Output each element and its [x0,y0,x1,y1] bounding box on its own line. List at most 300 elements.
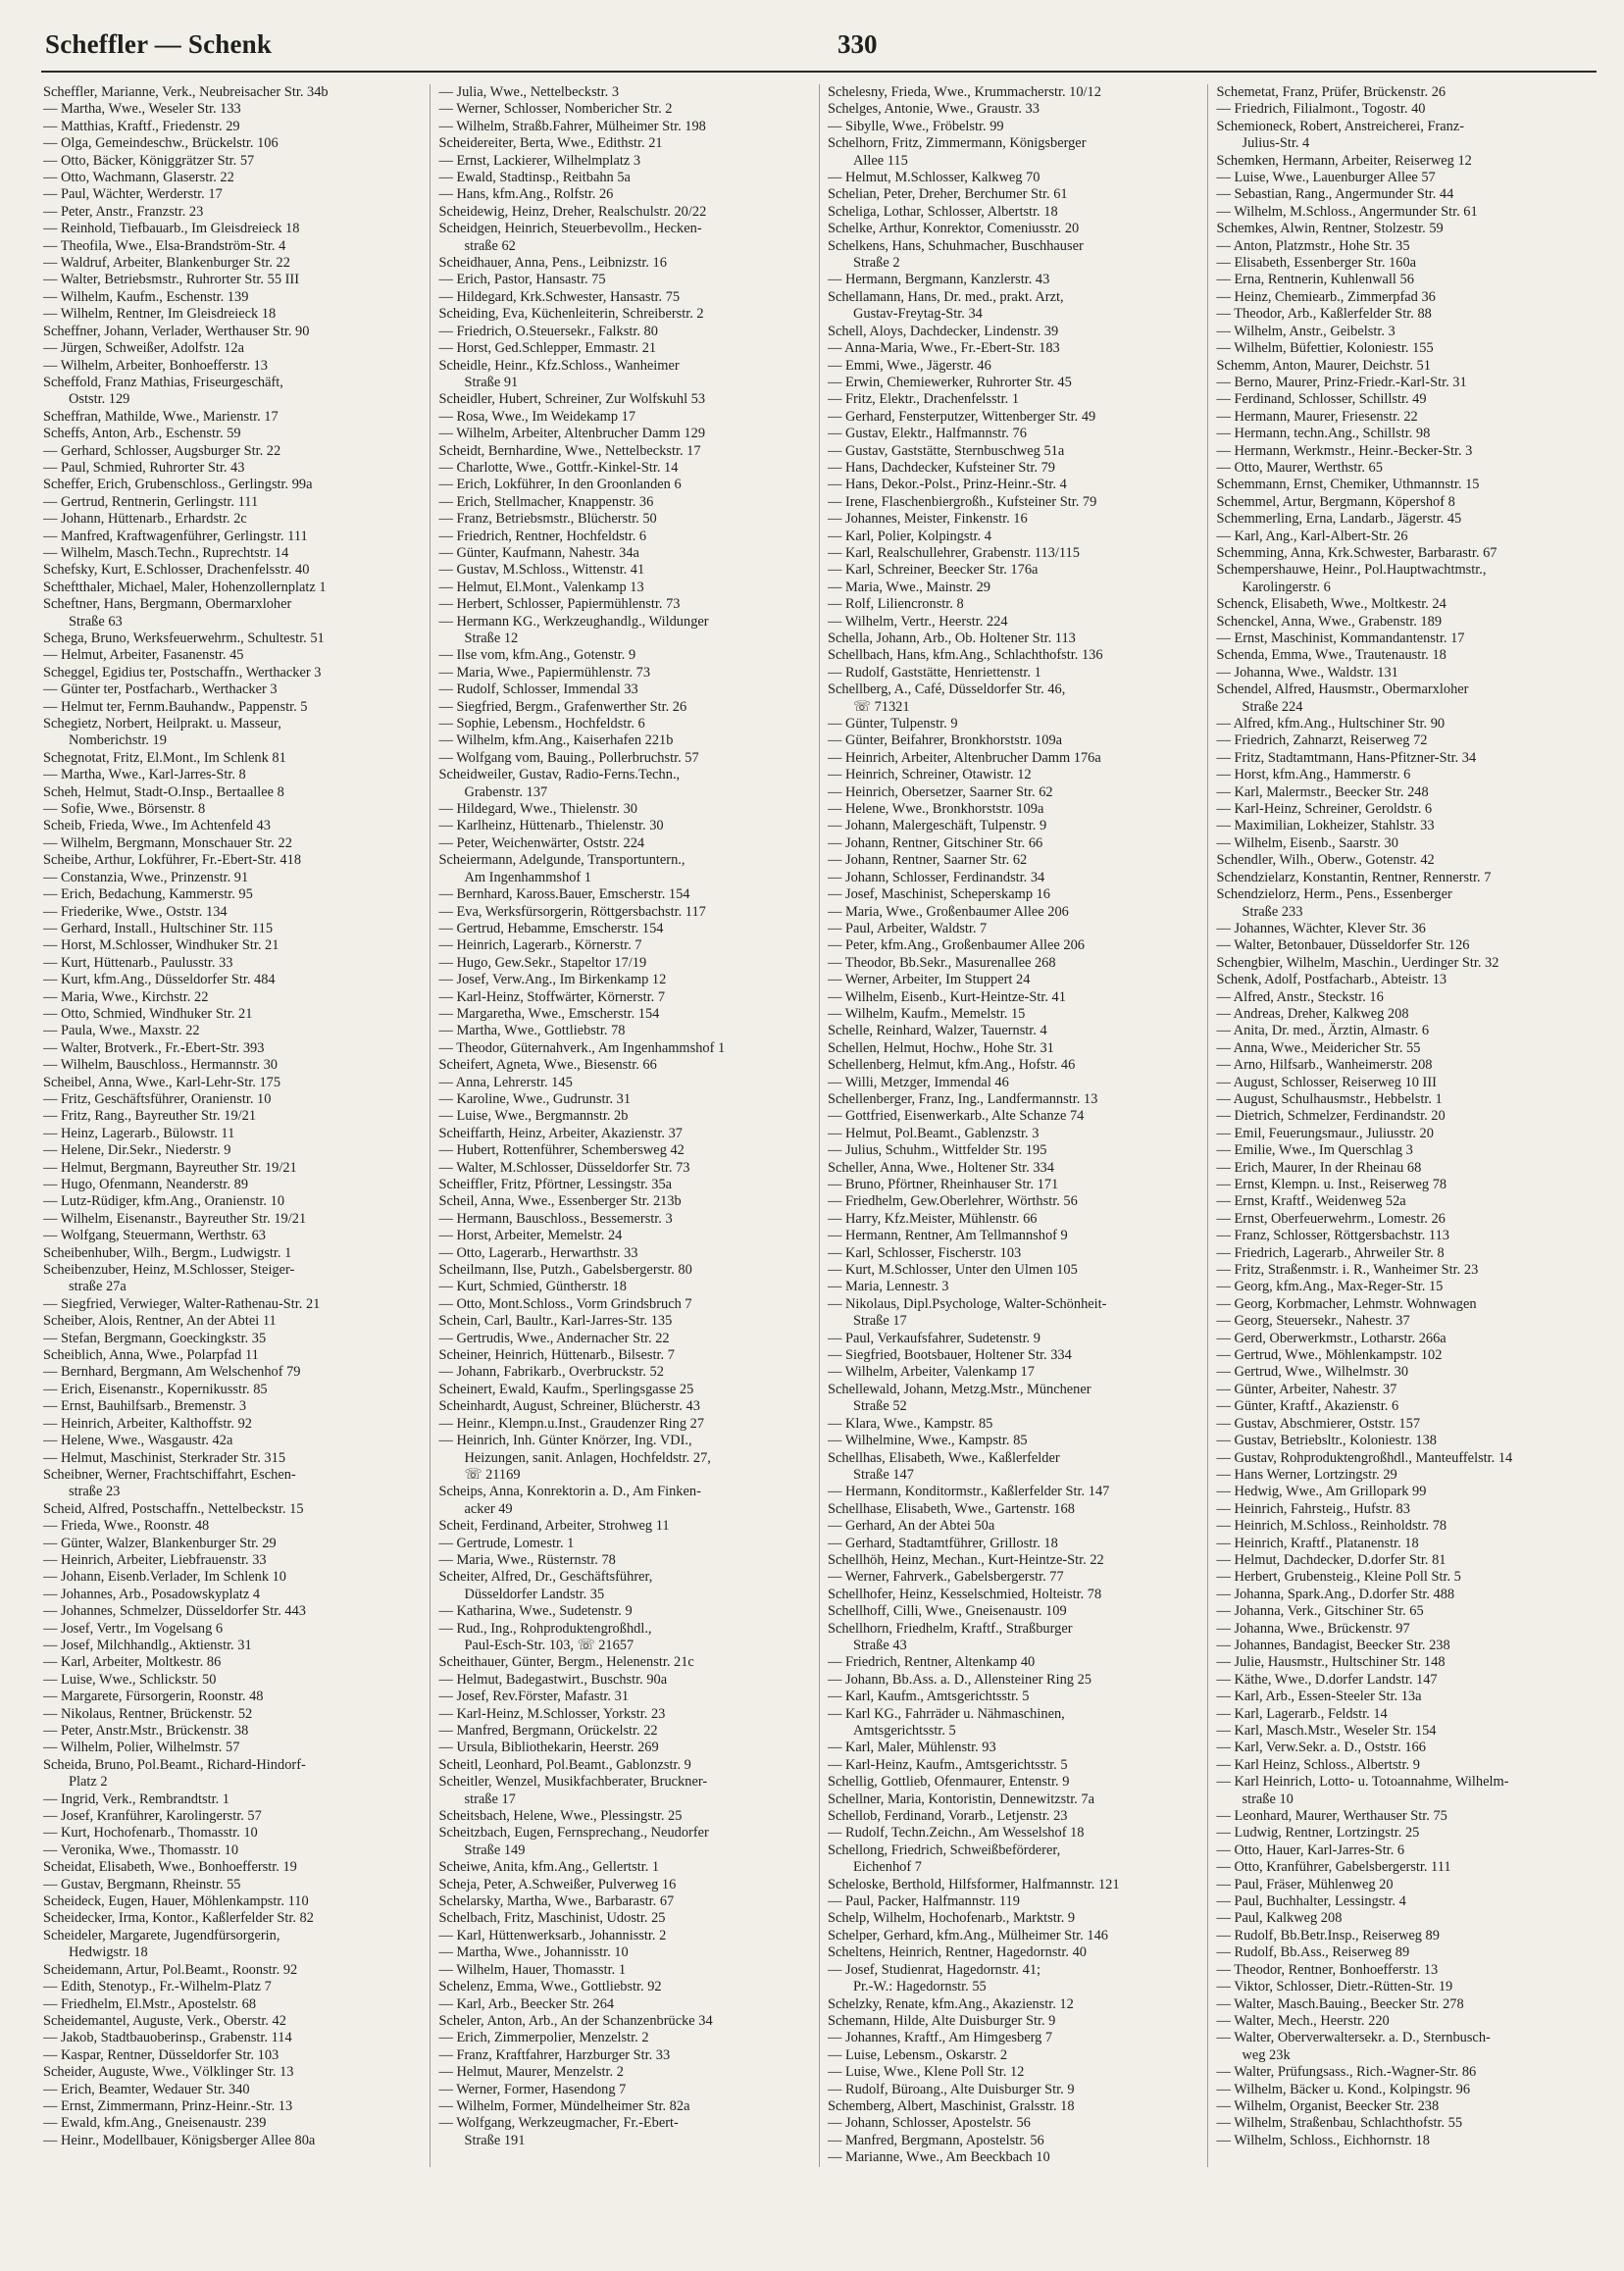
directory-entry: — Friedrich, Filialmont., Togostr. 40 [1216,101,1426,118]
directory-entry: — Erna, Rentnerin, Kuhlenwall 56 [1216,272,1414,288]
directory-entry: — Karl, Lagerarb., Feldstr. 14 [1216,1705,1388,1722]
entry-continuation: Düsseldorfer Landstr. 35 [464,1586,605,1602]
directory-entry: Schegnotat, Fritz, El.Mont., Im Schlenk 81 [43,749,286,766]
directory-entry: — Otto, Schmied, Windhuker Str. 21 [43,1005,253,1022]
entry-continuation: Eichenhof 7 [852,1859,922,1876]
directory-entry: — Wilhelm, Büfettier, Koloniestr. 155 [1216,340,1434,357]
entry-continuation: Heizungen, sanit. Anlagen, Hochfeldstr. 27, [464,1449,711,1466]
directory-entry: Scheit, Ferdinand, Arbeiter, Strohweg 11 [438,1518,670,1535]
directory-entry: — Wilhelm, Straßenbau, Schlachthofstr. 55 [1216,2115,1463,2132]
directory-entry: — Theofila, Wwe., Elsa-Brandström-Str. 4 [43,237,286,254]
directory-entry: — Erich, Bedachung, Kammerstr. 95 [43,886,253,903]
directory-entry: — Theodor, Bb.Sekr., Masurenallee 268 [827,954,1056,971]
directory-entry: Schendler, Wilh., Oberw., Gotenstr. 42 [1216,852,1435,869]
directory-entry: Schellamann, Hans, Dr. med., prakt. Arzt, [827,288,1064,305]
directory-entry: — Wilhelm, Eisenanstr., Bayreuther Str. 19/21 [43,1210,307,1227]
directory-entry: Schendel, Alfred, Hausmstr., Obermarxloher [1216,681,1469,698]
directory-entry: Scheffold, Franz Mathias, Friseurgeschäft, [43,374,283,390]
directory-entry: Scheler, Anton, Arb., An der Schanzenbrücke 34 [438,2012,713,2029]
directory-entry: Schemberg, Albert, Maschinist, Gralsstr. 18 [827,2097,1075,2114]
directory-entry: — Otto, Kranführer, Gabelsbergerstr. 111 [1216,1859,1451,1876]
directory-entry: — Charlotte, Wwe., Gottfr.-Kinkel-Str. 14 [438,459,679,476]
directory-entry: — Otto, Hauer, Karl-Jarres-Str. 6 [1216,1842,1405,1858]
directory-entry: — Heinz, Lagerarb., Bülowstr. 11 [43,1125,235,1141]
directory-entry: — Helmut, Maschinist, Sterkrader Str. 315 [43,1449,286,1466]
directory-entry: — Hermann, Bauschloss., Bessemerstr. 3 [438,1210,673,1227]
directory-entry: — Peter, Anstr., Franzstr. 23 [43,203,204,220]
entry-continuation: ☏ 21169 [464,1466,521,1483]
directory-entry: — Hermann, techn.Ang., Schillstr. 98 [1216,426,1431,442]
entry-continuation: Straße 2 [852,255,900,272]
directory-entry: — Otto, Lagerarb., Herwarthstr. 33 [438,1244,638,1261]
directory-entry: — Johann, Malergeschäft, Tulpenstr. 9 [827,818,1047,834]
directory-entry: Scheidler, Hubert, Schreiner, Zur Wolfskuhl 53 [438,391,706,408]
entry-continuation: Karolingerstr. 6 [1242,579,1331,595]
directory-entry: Schellenberg, Helmut, kfm.Ang., Hofstr. 46 [827,1057,1076,1074]
directory-entry: — Gerhard, Fensterputzer, Wittenberger Str. 49 [827,408,1096,425]
directory-entry: — Günter, Beifahrer, Bronkhorststr. 109a [827,732,1063,749]
directory-entry: — Gustav, Abschmierer, Oststr. 157 [1216,1415,1421,1432]
directory-entry: — Helmut, Badegastwirt., Buschstr. 90a [438,1671,668,1688]
directory-entry: — Johanna, Wwe., Waldstr. 131 [1216,664,1398,681]
directory-entry: Schendzielorz, Herm., Pens., Essenberger [1216,886,1452,903]
directory-entry: — Emmi, Wwe., Jägerstr. 46 [827,357,991,374]
directory-entry: — Gerhard, Install., Hultschiner Str. 115 [43,920,274,936]
directory-entry: — Günter, Tulpenstr. 9 [827,716,958,732]
directory-entry: — Walter, Prüfungsass., Rich.-Wagner-Str. 86 [1216,2064,1477,2081]
directory-entry: Schellhase, Elisabeth, Wwe., Gartenstr. 168 [827,1500,1075,1517]
directory-entry: Schengbier, Wilhelm, Maschin., Uerdinger Str. 32 [1216,954,1499,971]
directory-entry: Scheffran, Mathilde, Wwe., Marienstr. 17 [43,408,279,425]
directory-entry: Schemm, Anton, Maurer, Deichstr. 51 [1216,357,1431,374]
directory-entry: Scheffer, Erich, Grubenschloss., Gerlingstr. 99a [43,477,313,493]
directory-entry: — Wilhelm, Straßb.Fahrer, Mülheimer Str. 198 [438,118,706,134]
directory-entry: — Ewald, Stadtinsp., Reitbahn 5a [438,170,631,186]
directory-entry: — Nikolaus, Dipl.Psychologe, Walter-Schönheit- [827,1295,1107,1312]
directory-entry: — Wilhelm, Eisenb., Kurt-Heintze-Str. 41 [827,988,1066,1005]
directory-entry: — Karl, Schlosser, Fischerstr. 103 [827,1244,1022,1261]
directory-entry: — Rosa, Wwe., Im Weidekamp 17 [438,408,636,425]
directory-entry: Schellig, Gottlieb, Ofenmaurer, Entenstr. 9 [827,1774,1070,1791]
directory-entry: — Ernst, Maschinist, Kommandantenstr. 17 [1216,631,1465,646]
directory-entry: Scheftner, Hans, Bergmann, Obermarxloher [43,596,292,613]
directory-entry: — Günter ter, Postfacharb., Werthacker 3 [43,681,278,698]
directory-entry: — Franz, Betriebsmstr., Blücherstr. 50 [438,511,657,528]
directory-entry: — Paul, Buchhalter, Lessingstr. 4 [1216,1893,1406,1910]
directory-entry: — Theodor, Arb., Kaßlerfelder Str. 88 [1216,306,1432,323]
directory-entry: Schemetat, Franz, Prüfer, Brückenstr. 26 [1216,84,1446,100]
directory-entry: Scheja, Peter, A.Schweißer, Pulverweg 16 [438,1876,677,1892]
directory-entry: — Gerd, Oberwerkmstr., Lotharstr. 266a [1216,1330,1446,1346]
directory-entry: Schenda, Emma, Wwe., Trautenaustr. 18 [1216,647,1446,664]
directory-entry: — Helmut, Arbeiter, Fasanenstr. 45 [43,647,244,664]
directory-entry: — Wilhelmine, Wwe., Kampstr. 85 [827,1433,1028,1449]
entry-continuation: straße 17 [464,1791,516,1807]
directory-entry: — Fritz, Straßenmstr. i. R., Wanheimer Str. 23 [1216,1262,1479,1279]
directory-entry: — Franz, Kraftfahrer, Harzburger Str. 33 [438,2046,671,2063]
directory-entry: — Karl Heinrich, Lotto- u. Totoannahme, Wilhelm- [1216,1774,1509,1791]
directory-entry: — Herbert, Schlosser, Papiermühlenstr. 73 [438,596,681,613]
directory-entry: — Hans, kfm.Ang., Rolfstr. 26 [438,186,614,203]
directory-entry: — Emilie, Wwe., Im Querschlag 3 [1216,1142,1413,1159]
entry-continuation: Gustav-Freytag-Str. 34 [852,306,983,323]
directory-entry: — Kaspar, Rentner, Düsseldorfer Str. 103 [43,2046,279,2063]
directory-entry: — Ludwig, Rentner, Lortzingstr. 25 [1216,1825,1420,1842]
entry-continuation: weg 23k [1242,2046,1291,2063]
directory-entry: — Wilhelm, Eisenb., Saarstr. 30 [1216,834,1398,851]
directory-entry: — Otto, Maurer, Werthstr. 65 [1216,459,1383,476]
directory-entry: — Ernst, Kraftf., Weidenweg 52a [1216,1193,1406,1210]
directory-entry: — Ernst, Zimmermann, Prinz-Heinr.-Str. 13 [43,2097,293,2114]
directory-entry: — Heinr., Modellbauer, Königsberger Allee 80a [43,2132,316,2148]
directory-entry: Scheida, Bruno, Pol.Beamt., Richard-Hindorf- [43,1756,306,1773]
directory-entry: — Anna, Wwe., Meidericher Str. 55 [1216,1039,1421,1056]
directory-entry: Schemmel, Artur, Bergmann, Köpershof 8 [1216,493,1455,510]
directory-entry: Scheibel, Anna, Wwe., Karl-Lehr-Str. 175 [43,1074,281,1090]
directory-entry: Schelesny, Frieda, Wwe., Krummacherstr. 10/12 [827,84,1101,100]
directory-entry: — Herbert, Grubensteig., Kleine Poll Str. 5 [1216,1569,1461,1586]
directory-entry: — Gottfried, Eisenwerkarb., Alte Schanze 74 [827,1108,1085,1125]
directory-entry: — Friedhelm, Gew.Oberlehrer, Wörthstr. 56 [827,1193,1078,1210]
directory-entry: — Erich, Maurer, In der Rheinau 68 [1216,1159,1422,1176]
directory-entry: Scheiding, Eva, Küchenleiterin, Schreiberstr. 2 [438,306,704,323]
directory-entry: — Fritz, Rang., Bayreuther Str. 19/21 [43,1108,257,1125]
directory-entry: — Heinrich, Kraftf., Platanenstr. 18 [1216,1535,1419,1551]
directory-entry: Schegietz, Norbert, Heilprakt. u. Masseur, [43,716,281,732]
directory-entry: — Martha, Wwe., Johannisstr. 10 [438,1944,629,1961]
directory-entry: — Johannes, Schmelzer, Düsseldorfer Str. 443 [43,1603,306,1620]
directory-entry: Scheibner, Werner, Frachtschiffahrt, Eschen- [43,1466,296,1483]
directory-entry: Scheibe, Arthur, Lokführer, Fr.-Ebert-Str. 418 [43,852,302,869]
directory-entry: — Peter, kfm.Ang., Großenbaumer Allee 206 [827,937,1085,954]
directory-entry: — Helmut, El.Mont., Valenkamp 13 [438,579,644,595]
directory-entry: — Margaretha, Wwe., Emscherstr. 154 [438,1005,660,1022]
directory-entry: — Paul, Fräser, Mühlenweg 20 [1216,1876,1394,1892]
directory-entry: — Heinr., Klempn.u.Inst., Graudenzer Ring 27 [438,1415,705,1432]
directory-entry: — August, Schlosser, Reiserweg 10 III [1216,1074,1437,1090]
directory-entry: — Sebastian, Rang., Angermunder Str. 44 [1216,186,1454,203]
directory-entry: Scheider, Auguste, Wwe., Völklinger Str. 13 [43,2064,294,2081]
directory-entry: — Gustav, Bergmann, Rheinstr. 55 [43,1876,241,1892]
directory-entry: — Theodor, Güternahverk., Am Ingenhammshof 1 [438,1039,726,1056]
directory-entry: Scheffs, Anton, Arb., Eschenstr. 59 [43,426,241,442]
directory-entry: Scheidecker, Irma, Kontor., Kaßlerfelder Str. 82 [43,1910,314,1927]
entry-continuation: Hedwigstr. 18 [69,1944,148,1961]
directory-entry: — Erich, Pastor, Hansastr. 75 [438,272,606,288]
directory-entry: — Gertrud, Hebamme, Emscherstr. 154 [438,920,664,936]
directory-entry: — Heinrich, Inh. Günter Knörzer, Ing. VDI., [438,1433,692,1449]
directory-entry: — Wilhelm, Bergmann, Monschauer Str. 22 [43,834,292,851]
directory-entry: Schellhofer, Heinz, Kesselschmied, Holteistr. 78 [827,1586,1102,1602]
directory-entry: — Karl, Polier, Kolpingstr. 4 [827,528,991,544]
directory-entry: — Martha, Wwe., Weseler Str. 133 [43,101,241,118]
directory-entry: — Gertrud, Wwe., Möhlenkampstr. 102 [1216,1347,1443,1364]
directory-entry: — Wilhelm, Kaufm., Eschenstr. 139 [43,288,249,305]
directory-entry: — Siegfried, Bergm., Grafenwerther Str. 26 [438,698,687,715]
directory-entry: — Karl, Malermstr., Beecker Str. 248 [1216,783,1429,800]
directory-entry: — Heinrich, M.Schloss., Reinholdstr. 78 [1216,1518,1447,1535]
directory-entry: — Ernst, Oberfeuerwehrm., Lomestr. 26 [1216,1210,1446,1227]
directory-entry: — Erwin, Chemiewerker, Ruhrorter Str. 45 [827,374,1072,390]
page-number: 330 [837,29,878,59]
entry-continuation: Julius-Str. 4 [1242,135,1310,152]
directory-entry: — Georg, Korbmacher, Lehmstr. Wohnwagen [1216,1295,1477,1312]
directory-entry: — Karl, Realschullehrer, Grabenstr. 113/115 [827,544,1080,561]
column-2 [430,84,819,2167]
directory-entry: — Friedrich, Lagerarb., Ahrweiler Str. 8 [1216,1244,1445,1261]
directory-entry: Schenckel, Anna, Wwe., Grabenstr. 189 [1216,613,1443,630]
entry-continuation: Grabenstr. 137 [464,783,548,800]
directory-entry: — Theodor, Rentner, Bonhoefferstr. 13 [1216,1961,1439,1978]
directory-entry: — Ernst, Bauhilfsarb., Bremenstr. 3 [43,1398,247,1415]
directory-entry: — Helene, Dir.Sekr., Niederstr. 9 [43,1142,231,1159]
directory-entry: — Heinrich, Arbeiter, Kalthoffstr. 92 [43,1415,252,1432]
directory-entry: Scheidhauer, Anna, Pens., Leibnizstr. 16 [438,255,667,272]
directory-entry: — Walter, Betonbauer, Düsseldorfer Str. 126 [1216,937,1470,954]
directory-entry: — Constanzia, Wwe., Prinzenstr. 91 [43,869,249,885]
directory-entry: — Sibylle, Wwe., Fröbelstr. 99 [827,118,1004,134]
directory-entry: Scheidle, Heinr., Kfz.Schloss., Wanheimer [438,357,680,374]
directory-entry: — Viktor, Schlosser, Dietr.-Rütten-Str. 19 [1216,1979,1453,1995]
directory-entry: — Rolf, Liliencronstr. 8 [827,596,964,613]
entry-continuation: Straße 91 [464,374,519,390]
entry-continuation: Straße 149 [464,1842,526,1858]
directory-entry: — Rudolf, Bb.Betr.Insp., Reiserweg 89 [1216,1927,1440,1943]
directory-entry: — Ilse vom, kfm.Ang., Gotenstr. 9 [438,647,636,664]
directory-entry: — Waldruf, Arbeiter, Blankenburger Str. 22 [43,255,290,272]
directory-entry: — Maria, Wwe., Papiermühlenstr. 73 [438,664,651,681]
directory-entry: — Karlheinz, Hüttenarb., Thielenstr. 30 [438,818,664,834]
directory-entry: — Rudolf, Büroang., Alte Duisburger Str. 9 [827,2081,1075,2097]
directory-entry: — Hildegard, Wwe., Thielenstr. 30 [438,801,637,818]
directory-entry: — Wolfgang, Werkzeugmacher, Fr.-Ebert- [438,2115,679,2132]
directory-entry: Scheideck, Eugen, Hauer, Möhlenkampstr. 110 [43,1893,309,1910]
directory-entry: — Gertrud, Rentnerin, Gerlingstr. 111 [43,493,259,510]
directory-entry: — Gustav, Rohproduktengroßhdl., Manteuffelstr. 14 [1216,1449,1513,1466]
directory-entry: — Helmut, M.Schlosser, Kalkweg 70 [827,170,1040,186]
directory-entry: Schemken, Hermann, Arbeiter, Reiserweg 12 [1216,152,1472,169]
directory-entry: Scheiner, Heinrich, Hüttenarb., Bilsestr. 7 [438,1347,675,1364]
directory-entry: — Helmut, Pol.Beamt., Gablenzstr. 3 [827,1125,1040,1141]
directory-entry: — Otto, Bäcker, Königgrätzer Str. 57 [43,152,255,169]
directory-entry: — Jakob, Stadtbauoberinsp., Grabenstr. 114 [43,2030,292,2046]
directory-entry: — Bernhard, Kaross.Bauer, Emscherstr. 154 [438,886,690,903]
directory-entry: — Wilhelm, M.Schloss., Angermunder Str. 61 [1216,203,1478,220]
directory-entry: — Horst, M.Schlosser, Windhuker Str. 21 [43,937,279,954]
directory-entry: Scheibenhuber, Wilh., Bergm., Ludwigstr. 1 [43,1244,292,1261]
directory-entry: Scheftthaler, Michael, Maler, Hohenzollernplatz 1 [43,579,327,595]
directory-entry: Scheibenzuber, Heinz, M.Schlosser, Steiger- [43,1262,295,1279]
directory-entry: — Werner, Former, Hasendong 7 [438,2081,627,2097]
directory-entry: — Luise, Wwe., Bergmannstr. 2b [438,1108,629,1125]
directory-entry: — Kurt, Hochofenarb., Thomasstr. 10 [43,1825,258,1842]
directory-entry: — Johann, Rentner, Gitschiner Str. 66 [827,834,1043,851]
directory-entry: — Wilhelm, Hauer, Thomasstr. 1 [438,1961,627,1978]
directory-entry: — Wilhelm, Schloss., Eichhornstr. 18 [1216,2132,1430,2148]
directory-entry: — Bernhard, Bergmann, Am Welschenhof 79 [43,1364,301,1381]
directory-entry: — Ursula, Bibliothekarin, Heerstr. 269 [438,1740,659,1756]
directory-entry: — Gertrud, Wwe., Wilhelmstr. 30 [1216,1364,1409,1381]
column-4 [1207,84,1597,2167]
directory-entry: — Georg, Steuersekr., Nahestr. 37 [1216,1313,1410,1330]
directory-entry: Schemming, Anna, Krk.Schwester, Barbarastr. 67 [1216,544,1497,561]
directory-entry: — Rudolf, Schlosser, Immendal 33 [438,681,638,698]
entry-continuation: Straße 17 [852,1313,907,1330]
directory-entry: — Hermann, Werkmstr., Heinr.-Becker-Str. 3 [1216,442,1473,459]
directory-entry: — Johann, Schlosser, Apostelstr. 56 [827,2115,1031,2132]
directory-entry: — Rud., Ing., Rohproduktengroßhdl., [438,1620,652,1637]
directory-entry: — Maria, Wwe., Großenbaumer Allee 206 [827,903,1069,920]
directory-entry: — Arno, Hilfsarb., Wanheimerstr. 208 [1216,1057,1433,1074]
directory-entry: Scheggel, Egidius ter, Postschaffn., Werthacker 3 [43,664,322,681]
directory-entry: Schelbach, Fritz, Maschinist, Udostr. 25 [438,1910,666,1927]
directory-entry: — Dietrich, Schmelzer, Ferdinandstr. 20 [1216,1108,1446,1125]
directory-entry: — Emil, Feuerungsmaur., Juliusstr. 20 [1216,1125,1434,1141]
directory-entry: Scheinhardt, August, Schreiner, Blücherstr. 43 [438,1398,700,1415]
directory-entry: — Kurt, Schmied, Güntherstr. 18 [438,1279,627,1295]
directory-entry: — Hermann KG., Werkzeughandlg., Wildunger [438,613,709,630]
directory-entry: — Erich, Zimmerpolier, Menzelstr. 2 [438,2030,649,2046]
directory-entry: — Fritz, Elektr., Drachenfelsstr. 1 [827,391,1020,408]
directory-entry: — Eva, Werksfürsorgerin, Röttgersbachstr. 117 [438,903,706,920]
directory-entry: — Johann, Hüttenarb., Erhardstr. 2c [43,511,247,528]
directory-entry: Schelper, Gerhard, kfm.Ang., Mülheimer Str. 146 [827,1927,1108,1943]
directory-entry: — Johannes, Wächter, Klever Str. 36 [1216,920,1426,936]
directory-entry: Scheidemann, Artur, Pol.Beamt., Roonstr. 92 [43,1961,298,1978]
directory-entry: — Heinrich, Fahrsteig., Hufstr. 83 [1216,1500,1410,1517]
directory-entry: — Gertrudis, Wwe., Andernacher Str. 22 [438,1330,670,1346]
directory-entry: — Wilhelm, Arbeiter, Valenkamp 17 [827,1364,1035,1381]
directory-entry: — Ingrid, Verk., Rembrandtstr. 1 [43,1791,229,1807]
directory-entry: Scheiermann, Adelgunde, Transportuntern., [438,852,685,869]
directory-entry: — Karl, Arb., Essen-Steeler Str. 13a [1216,1689,1422,1705]
directory-entry: Schelhorn, Fritz, Zimmermann, Königsberger [827,135,1087,152]
directory-entry: — Sophie, Lebensm., Hochfeldstr. 6 [438,716,645,732]
directory-entry: — Heinrich, Lagerarb., Körnerstr. 7 [438,937,642,954]
entry-continuation: Platz 2 [69,1774,108,1791]
directory-entry: — Harry, Kfz.Meister, Mühlenstr. 66 [827,1210,1038,1227]
directory-entry: Scheitzbach, Eugen, Fernsprechang., Neudorfer [438,1825,709,1842]
directory-entry: — August, Schulhausmstr., Hebbelstr. 1 [1216,1090,1443,1107]
directory-entry: — Siegfried, Bootsbauer, Holtener Str. 334 [827,1347,1072,1364]
entry-continuation: straße 62 [464,237,516,254]
directory-entry: — Heinrich, Schreiner, Otawistr. 12 [827,767,1032,783]
directory-entry: Schellen, Helmut, Hochw., Hohe Str. 31 [827,1039,1054,1056]
directory-entry: — Anna, Lehrerstr. 145 [438,1074,573,1090]
directory-entry: — Walter, Masch.Bauing., Beecker Str. 278 [1216,1995,1464,2012]
directory-entry: — Olga, Gemeindeschw., Brückelstr. 106 [43,135,279,152]
directory-entry: — Heinz, Chemiearb., Zimmerpfad 36 [1216,288,1436,305]
directory-entry: — Johann, Schlosser, Ferdinandstr. 34 [827,869,1045,885]
directory-entry: — Otto, Wachmann, Glaserstr. 22 [43,170,234,186]
directory-entry: — Ewald, kfm.Ang., Gneisenaustr. 239 [43,2115,267,2132]
directory-entry: — Karl, Schreiner, Beecker Str. 176a [827,562,1039,579]
running-head: Scheffler — Schenk [45,29,273,59]
directory-entry: — Friedhelm, El.Mstr., Apostelstr. 68 [43,1995,257,2012]
entry-continuation: Paul-Esch-Str. 103, ☏ 21657 [464,1637,634,1653]
directory-entry: Schellberg, A., Café, Düsseldorfer Str. 46, [827,681,1066,698]
directory-entry: — Lutz-Rüdiger, kfm.Ang., Oranienstr. 10 [43,1193,285,1210]
directory-entry: — Alfred, Anstr., Steckstr. 16 [1216,988,1384,1005]
directory-entry: Scheidemantel, Auguste, Verk., Oberstr. 42 [43,2012,286,2029]
directory-entry: — Luise, Wwe., Schlickstr. 50 [43,1671,217,1688]
directory-entry: — Karl, Ang., Karl-Albert-Str. 26 [1216,528,1408,544]
directory-entry: — Hedwig, Wwe., Am Grillopark 99 [1216,1484,1427,1500]
directory-entry: — Julia, Wwe., Nettelbeckstr. 3 [438,84,620,100]
directory-entry: — Karl-Heinz, Schreiner, Geroldstr. 6 [1216,801,1433,818]
directory-entry: — Werner, Fahrverk., Gabelsbergerstr. 77 [827,1569,1064,1586]
directory-entry: — Ernst, Lackierer, Wilhelmplatz 3 [438,152,641,169]
directory-entry: — Johannes, Bandagist, Beecker Str. 238 [1216,1637,1450,1653]
entry-continuation: Straße 63 [69,613,123,630]
entry-continuation: Allee 115 [852,152,908,169]
directory-entry: — Frieda, Wwe., Roonstr. 48 [43,1518,210,1535]
directory-entry: — Gertrude, Lomestr. 1 [438,1535,575,1551]
directory-entry: — Wilhelm, Anstr., Geibelstr. 3 [1216,323,1396,339]
directory-entry: — Manfred, Bergmann, Apostelstr. 56 [827,2132,1044,2148]
directory-entry: — Helmut ter, Fernm.Bauhandw., Pappenstr. 5 [43,698,308,715]
directory-entry: — Katharina, Wwe., Sudetenstr. 9 [438,1603,633,1620]
directory-entry: — Maria, Wwe., Kirchstr. 22 [43,988,209,1005]
directory-entry: — Reinhold, Tiefbauarb., Im Gleisdreieck 18 [43,221,300,237]
directory-entry: — Edith, Stenotyp., Fr.-Wilhelm-Platz 7 [43,1979,272,1995]
directory-entry: Scheliga, Lothar, Schlosser, Albertstr. 18 [827,203,1058,220]
directory-entry: — Andreas, Dreher, Kalkweg 208 [1216,1005,1409,1022]
directory-entry: Scheideler, Margarete, Jugendfürsorgerin, [43,1927,280,1943]
directory-entry: — Paul, Schmied, Ruhrorter Str. 43 [43,459,245,476]
directory-entry: — Jürgen, Schweißer, Adolfstr. 12a [43,340,244,357]
directory-entry: — Manfred, Bergmann, Orückelstr. 22 [438,1723,658,1739]
directory-entry: — Günter, Arbeiter, Nahestr. 37 [1216,1381,1397,1397]
directory-entry: Schemmerling, Erna, Landarb., Jägerstr. 45 [1216,511,1462,528]
directory-entry: — Luise, Lebensm., Oskarstr. 2 [827,2046,1008,2063]
directory-entry: — Sofie, Wwe., Börsenstr. 8 [43,801,206,818]
directory-entry: Scheib, Frieda, Wwe., Im Achtenfeld 43 [43,818,271,834]
directory-entry: — Horst, Arbeiter, Memelstr. 24 [438,1228,623,1244]
directory-entry: — Heinrich, Arbeiter, Liebfrauenstr. 33 [43,1551,267,1568]
column-1 [41,84,430,2167]
directory-entry: — Josef, Maschinist, Scheperskamp 16 [827,886,1051,903]
entry-continuation: acker 49 [464,1500,513,1517]
directory-entry: — Veronika, Wwe., Thomasstr. 10 [43,1842,239,1858]
directory-entry: — Karl, Verw.Sekr. a. D., Oststr. 166 [1216,1740,1426,1756]
directory-entry: Scheitsbach, Helene, Wwe., Plessingstr. 25 [438,1808,683,1825]
directory-entry: — Erich, Beamter, Wedauer Str. 340 [43,2081,250,2097]
directory-entry: Scheiwe, Anita, kfm.Ang., Gellertstr. 1 [438,1859,660,1876]
directory-entry: — Erich, Stellmacher, Knappenstr. 36 [438,493,654,510]
directory-entry: — Wolfgang vom, Bauing., Pollerbruchstr. 57 [438,749,699,766]
directory-entry: — Karl, Arbeiter, Moltkestr. 86 [43,1654,222,1671]
directory-entry: — Hildegard, Krk.Schwester, Hansastr. 75 [438,288,681,305]
directory-entry: — Kurt, M.Schlosser, Unter den Ulmen 105 [827,1262,1078,1279]
directory-entry: — Gustav, Elektr., Halfmannstr. 76 [827,426,1027,442]
directory-entry: — Karl, Maler, Mühlenstr. 93 [827,1740,996,1756]
directory-entry: Schemann, Hilde, Alte Duisburger Str. 9 [827,2012,1056,2029]
entry-continuation: Amtsgerichtsstr. 5 [852,1723,956,1739]
directory-entry: — Martha, Wwe., Karl-Jarres-Str. 8 [43,767,246,783]
directory-entry: Schellob, Ferdinand, Vorarb., Letjenstr. 23 [827,1808,1068,1825]
entry-continuation: Straße 224 [1242,698,1303,715]
directory-entry: Schenk, Adolf, Postfacharb., Abteistr. 13 [1216,972,1447,988]
directory-entry: — Gustav, M.Schloss., Wittenstr. 41 [438,562,645,579]
directory-entry: — Margarete, Fürsorgerin, Roonstr. 48 [43,1689,264,1705]
directory-entry: — Wilhelm, Former, Mündelheimer Str. 82a [438,2097,690,2114]
directory-entry: — Hermann, Bergmann, Kanzlerstr. 43 [827,272,1050,288]
directory-entry: — Paul, Arbeiter, Waldstr. 7 [827,920,988,936]
directory-entry: Scheil, Anna, Wwe., Essenberger Str. 213b [438,1193,682,1210]
directory-entry: Scheips, Anna, Konrektorin a. D., Am Finken- [438,1484,701,1500]
directory-entry: — Josef, Verw.Ang., Im Birkenkamp 12 [438,972,667,988]
